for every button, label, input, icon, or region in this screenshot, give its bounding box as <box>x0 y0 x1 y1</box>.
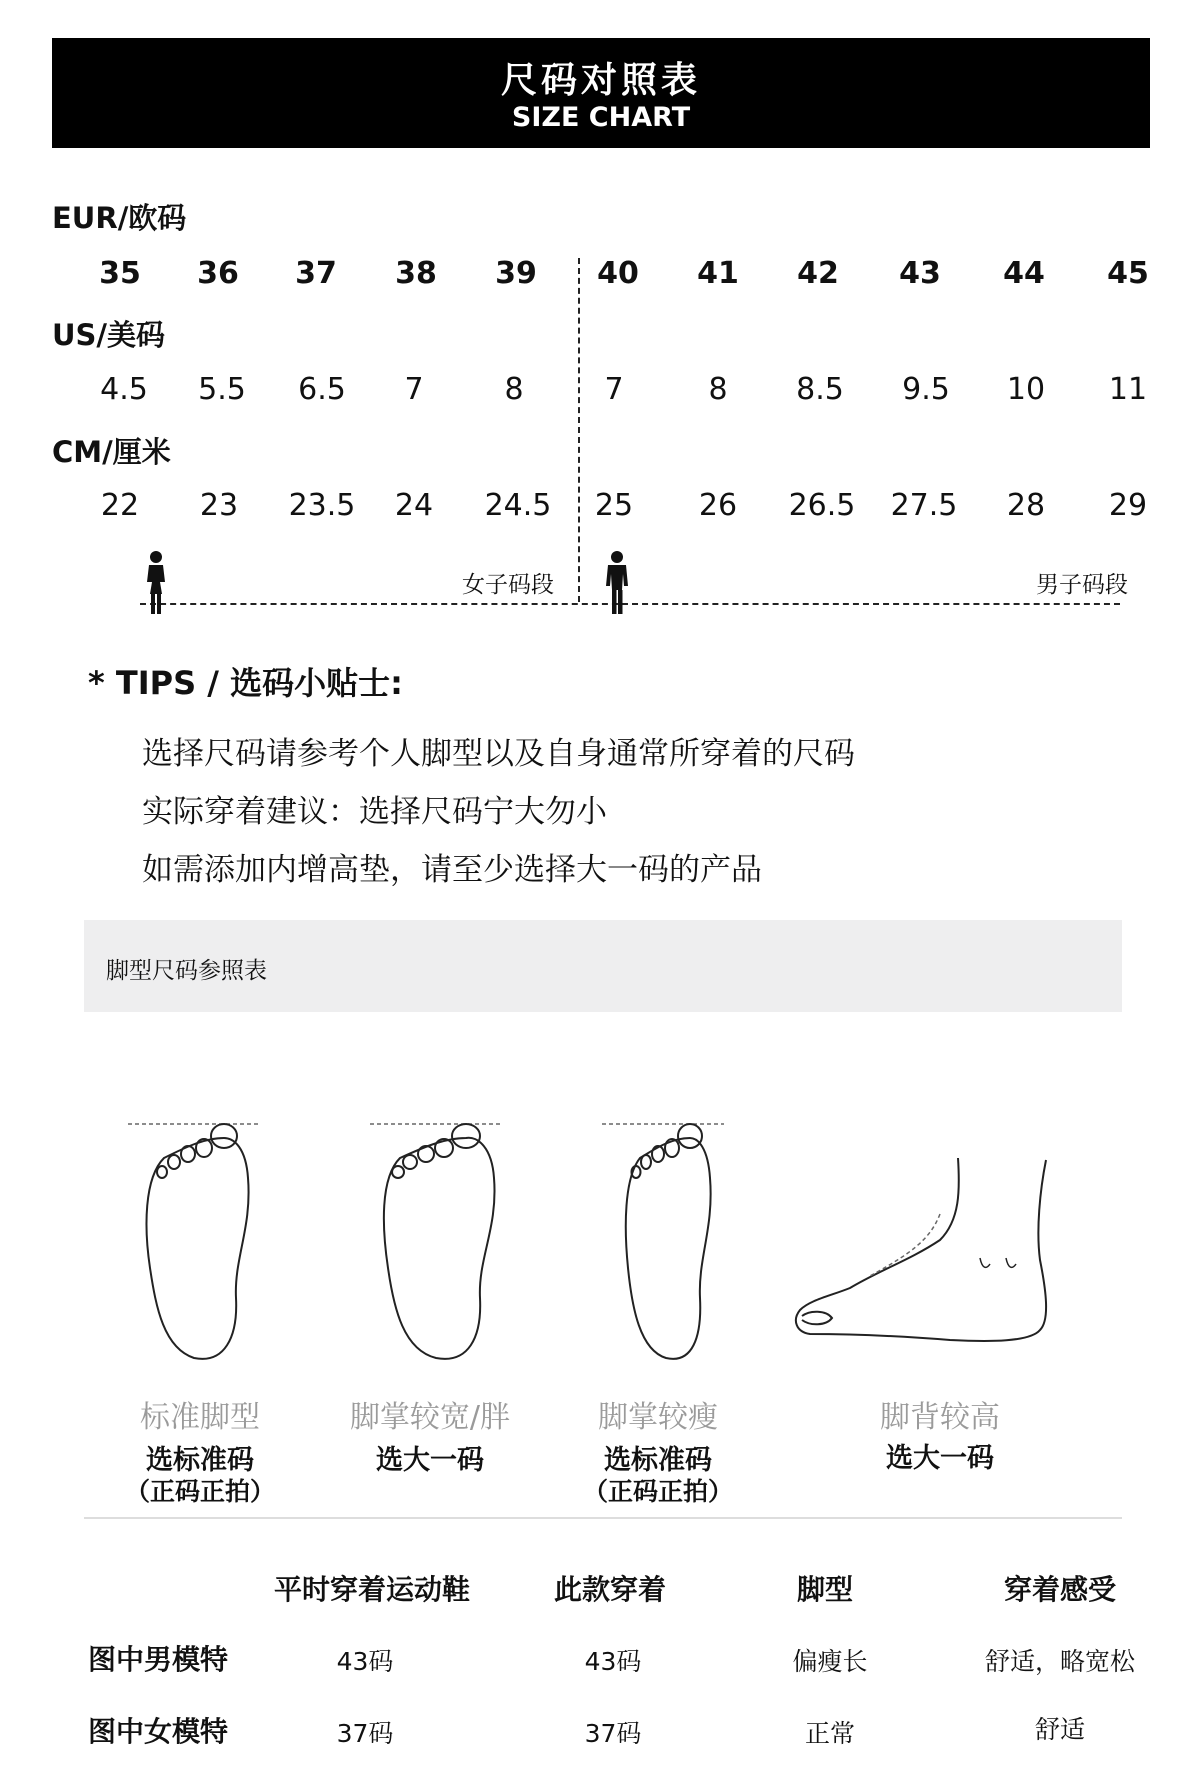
eur-label: EUR/欧码 <box>52 201 187 235</box>
us-size: 8.5 <box>796 372 844 407</box>
high-instep-foot-icon <box>790 1150 1058 1346</box>
table-cell: 37码 <box>336 1719 394 1748</box>
table-header: 穿着感受 <box>1003 1573 1116 1606</box>
foot-select-label: 选标准码 <box>604 1445 712 1476</box>
us-size: 4.5 <box>100 372 148 407</box>
table-cell: 偏瘦长 <box>792 1647 868 1676</box>
foot-select-label: 选大一码 <box>376 1445 484 1476</box>
cm-size: 22 <box>100 488 140 523</box>
table-row-label: 图中男模特 <box>88 1643 229 1676</box>
eur-size: 38 <box>395 256 437 291</box>
cm-label: CM/厘米 <box>52 435 171 469</box>
man-icon <box>600 550 634 616</box>
eur-size: 45 <box>1107 256 1149 291</box>
us-size: 8 <box>708 372 728 407</box>
cm-size: 24.5 <box>484 488 552 523</box>
eur-size: 43 <box>899 256 941 291</box>
foot-select-label: 选大一码 <box>886 1443 994 1474</box>
men-segment-label: 男子码段 <box>1036 572 1128 598</box>
table-cell: 43码 <box>584 1647 642 1676</box>
header-title-cn: 尺码对照表 <box>500 60 701 101</box>
us-label: US/美码 <box>52 318 166 352</box>
us-size: 11 <box>1108 372 1148 407</box>
narrow-foot-icon <box>598 1118 728 1372</box>
section-divider <box>84 1517 1122 1519</box>
cm-size: 25 <box>594 488 634 523</box>
cm-size: 29 <box>1108 488 1148 523</box>
table-header: 此款穿着 <box>553 1573 666 1606</box>
eur-size: 35 <box>99 256 141 291</box>
tip-line: 实际穿着建议：选择尺码宁大勿小 <box>142 794 607 830</box>
table-header: 平时穿着运动鞋 <box>273 1573 470 1606</box>
foot-type-label: 脚掌较宽/胖 <box>349 1400 511 1435</box>
eur-size: 40 <box>597 256 639 291</box>
foot-note-label: （正码正拍） <box>124 1477 275 1506</box>
eur-size: 42 <box>797 256 839 291</box>
cm-size: 27.5 <box>890 488 958 523</box>
foot-note-label: （正码正拍） <box>582 1477 733 1506</box>
foot-chart-title: 脚型尺码参照表 <box>106 958 267 984</box>
cm-size: 26 <box>698 488 738 523</box>
us-size: 5.5 <box>198 372 246 407</box>
standard-foot-icon <box>124 1118 264 1372</box>
us-size: 8 <box>504 372 524 407</box>
foot-type-label: 脚掌较瘦 <box>598 1400 718 1435</box>
cm-size: 26.5 <box>788 488 856 523</box>
table-cell: 37码 <box>584 1719 642 1748</box>
table-cell: 舒适 <box>1034 1715 1085 1744</box>
women-men-divider <box>578 258 580 602</box>
size-chart-header <box>52 38 1150 148</box>
foot-type-label: 脚背较高 <box>880 1400 1000 1435</box>
eur-size: 44 <box>1003 256 1045 291</box>
table-cell: 舒适，略宽松 <box>984 1647 1135 1676</box>
tip-line: 选择尺码请参考个人脚型以及自身通常所穿着的尺码 <box>142 736 855 772</box>
foot-chart-bar <box>84 920 1122 1012</box>
us-size: 7 <box>404 372 424 407</box>
eur-size: 41 <box>697 256 739 291</box>
header-title-en: SIZE CHART <box>511 102 691 133</box>
us-size: 7 <box>604 372 624 407</box>
eur-size: 37 <box>295 256 337 291</box>
cm-size: 24 <box>394 488 434 523</box>
cm-size: 23.5 <box>288 488 356 523</box>
foot-select-label: 选标准码 <box>146 1445 254 1476</box>
table-row-label: 图中女模特 <box>88 1715 229 1748</box>
eur-size: 36 <box>197 256 239 291</box>
foot-type-label: 标准脚型 <box>140 1400 260 1435</box>
tip-line: 如需添加内增高垫，请至少选择大一码的产品 <box>142 852 762 888</box>
table-header: 脚型 <box>796 1573 853 1606</box>
us-size: 10 <box>1006 372 1046 407</box>
woman-icon <box>140 550 172 616</box>
cm-size: 23 <box>199 488 239 523</box>
table-cell: 43码 <box>336 1647 394 1676</box>
cm-size: 28 <box>1006 488 1046 523</box>
women-segment-label: 女子码段 <box>462 572 554 598</box>
wide-foot-icon <box>366 1118 506 1372</box>
us-size: 9.5 <box>902 372 950 407</box>
tips-title: * TIPS / 选码小贴士: <box>88 664 403 702</box>
table-cell: 正常 <box>804 1719 855 1748</box>
eur-size: 39 <box>495 256 537 291</box>
us-size: 6.5 <box>298 372 346 407</box>
